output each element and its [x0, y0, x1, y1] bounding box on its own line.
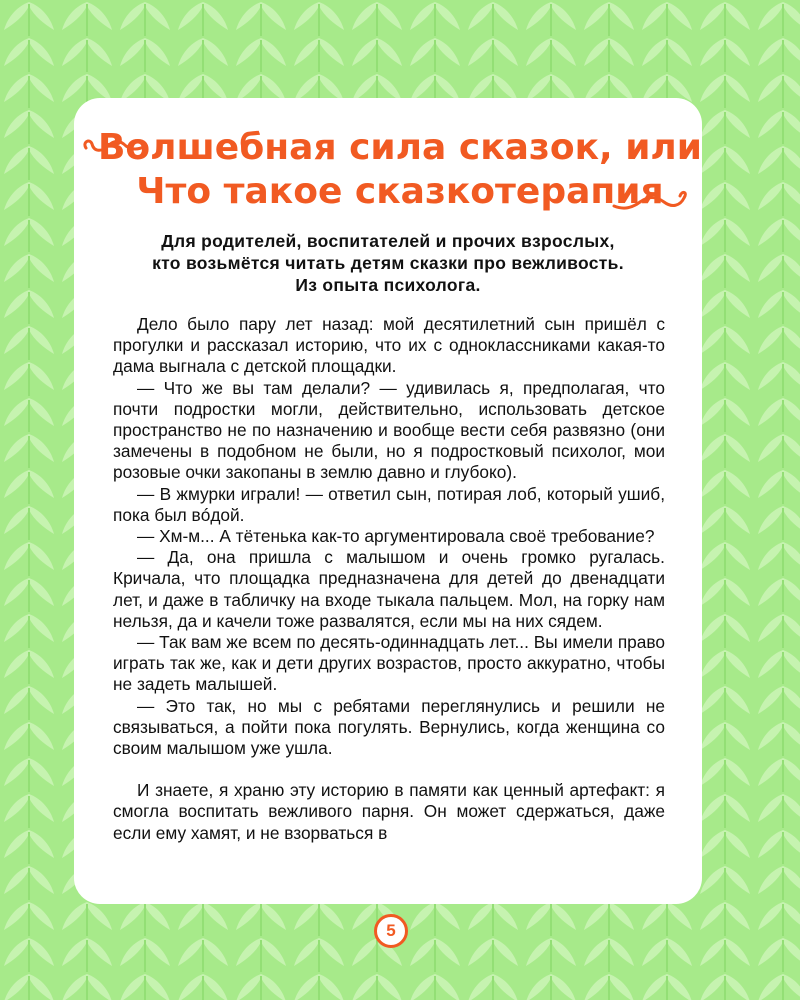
paragraph: Дело было пару лет назад: мой десятилетний сын пришёл с прогулки и рассказал историю, что их с одноклассниками какая-то дама выгнала с детской площадки. [113, 314, 665, 377]
title-line-1: Волшебная сила сказок, или [97, 127, 703, 168]
paragraph: — Так вам же всем по десять-одиннадцать лет... Вы имели право играть так же, как и дети других возрастов, просто аккуратно, чтобы не задеть малышей. [113, 632, 665, 695]
paragraph: — Это так, но мы с ребятами переглянулись и решили не связываться, а пойти пока погулять. Вернулись, когда женщина со своим малышом уже ушла. [113, 695, 665, 759]
paragraph: — Да, она пришла с малышом и очень громко ругалась. Кричала, что площадка предназначена для детей до двенадцати лет, и даже в табличку на входе тыкала пальцем. Мол, на горку нам нельзя, да и качели тоже развалятся, если мы на них сядем. [113, 547, 665, 631]
paragraph: — Хм-м... А тётенька как-то аргументировала своё требование? [137, 526, 655, 547]
paragraph: — В жмурки играли! — ответил сын, потирая лоб, который ушиб, пока был вóдой. [113, 483, 665, 525]
page-number-badge: 5 [374, 914, 408, 948]
intro-text [112, 230, 664, 296]
intro-line-2: кто возьмётся читать детям сказки про вежливость. [152, 253, 624, 273]
paragraph: И знаете, я храню эту историю в памяти как ценный артефакт: я смогла воспитать вежливого парня. Он может сдержаться, даже если ему хамят, и не взорваться в [113, 780, 665, 843]
intro-line-3: Из опыта психолога. [295, 275, 481, 295]
title-line-2: Что такое сказкотерапия [136, 171, 664, 212]
body-text [113, 314, 665, 844]
paragraph: — Что же вы там делали? — удивилась я, предполагая, что почти подростки могли, действительно, использовать детское пространство не по назначению и вообще вести себя развязно (они замечены в подобном не были, но я подростковый психолог, мои розовые очки закопаны в землю давно и глубоко). [113, 377, 665, 483]
intro-line-1: Для родителей, воспитателей и прочих взрослых, [161, 231, 615, 251]
page-title [80, 126, 720, 214]
